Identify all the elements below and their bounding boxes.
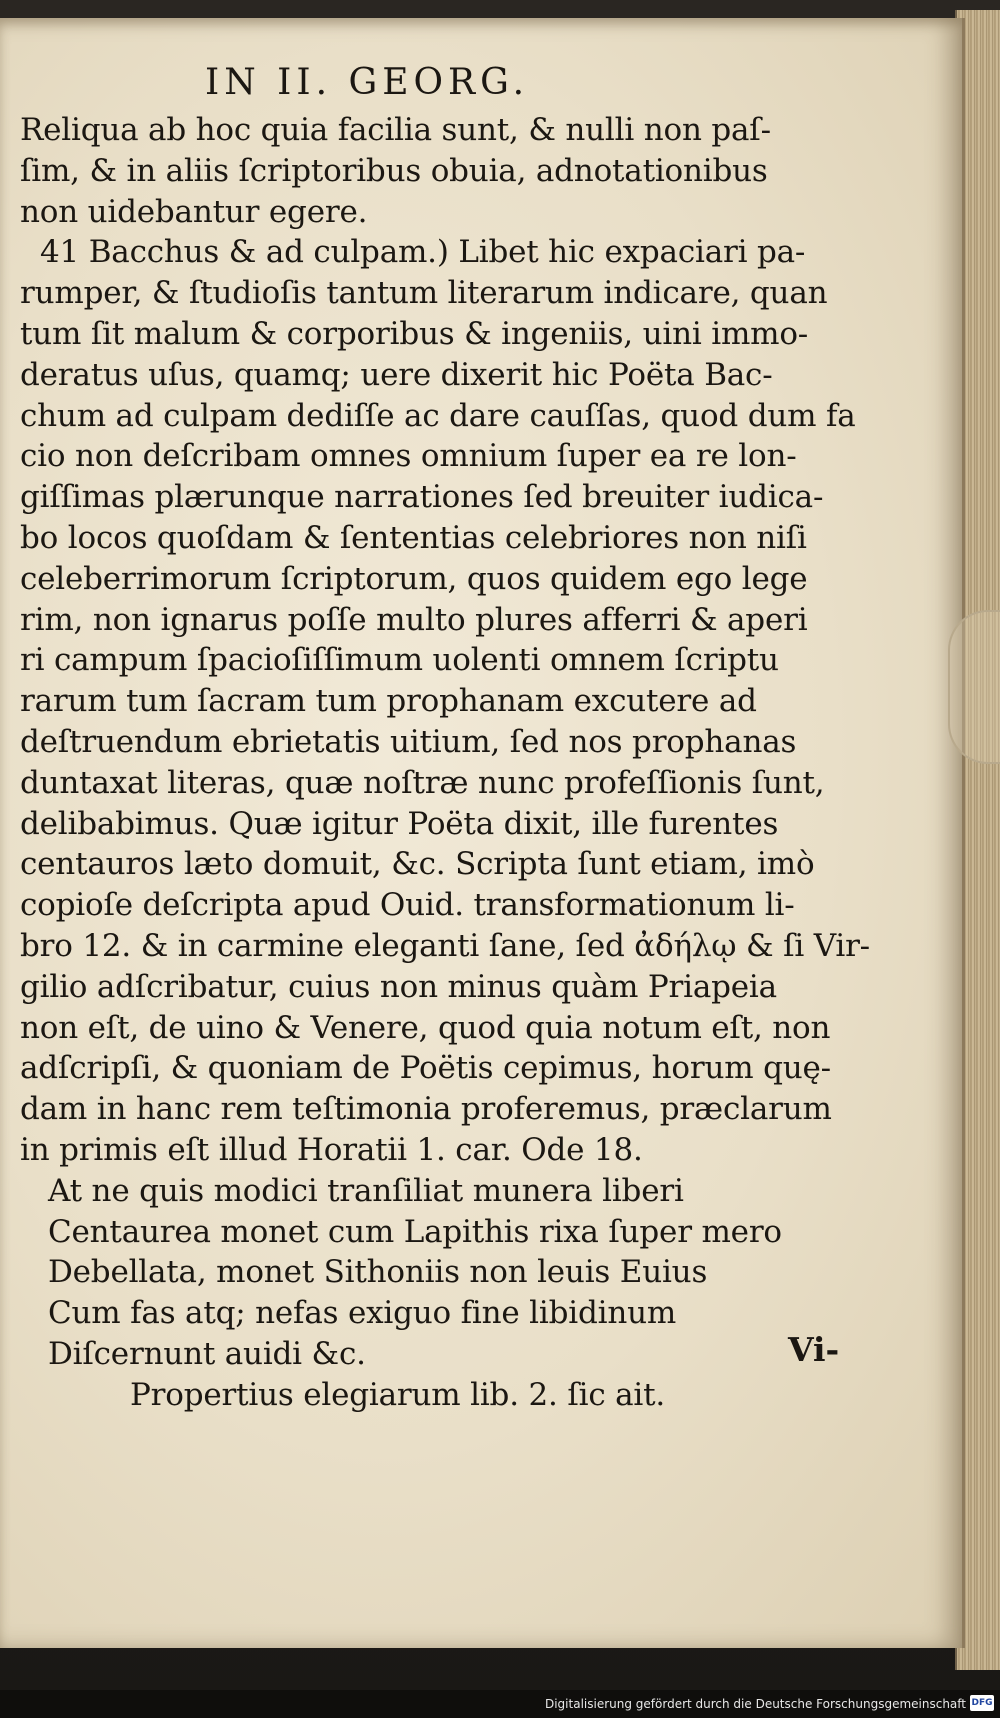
footer-credit: Digitalisierung gefördert durch die Deutsche Forschungsgemeinschaft — [544, 1697, 966, 1711]
text-line-14: ri campum ſpacioſiſſimum uolenti omnem ſcriptu — [20, 642, 779, 679]
text-line-22: gilio adſcribatur, cuius non minus quàm Priapeia — [20, 968, 777, 1005]
text-line-6: tum ſit malum & corporibus & ingeniis, uini immo- — [20, 315, 809, 352]
page-text — [20, 62, 870, 1416]
verse-line-5: Diſcernunt auidi &c. — [48, 1335, 366, 1372]
text-line-9: cio non deſcribam omnes omnium ſuper ea re lon- — [20, 438, 797, 475]
dfg-logo-icon: DFG — [970, 1695, 994, 1711]
text-line-21: bro 12. & in carmine eleganti ſane, ſed ἀδήλῳ & ſi Vir- — [20, 927, 870, 964]
text-line-3: non uidebantur egere. — [20, 193, 368, 230]
text-line-13: rim, non ignarus poſſe multo plures afferri & aperi — [20, 601, 808, 638]
text-line-10: giſſimas plærunque narrationes ſed breuiter iudica- — [20, 479, 824, 516]
text-line-17: duntaxat literas, quæ noſtræ nunc profeſſionis ſunt, — [20, 764, 825, 801]
catchword: Vi- — [788, 1330, 840, 1369]
text-line-25: dam in hanc rem teſtimonia proferemus, præclarum — [20, 1091, 832, 1128]
running-head: IN II. GEORG. — [205, 62, 530, 103]
verse-line-3: Debellata, monet Sithoniis non leuis Euius — [48, 1254, 708, 1291]
text-line-12: celeberrimorum ſcriptorum, quos quidem ego lege — [20, 560, 808, 597]
text-line-16: deſtruendum ebrietatis uitium, ſed nos prophanas — [20, 723, 797, 760]
text-line-2: ſim, & in aliis ſcriptoribus obuia, adnotationibus — [20, 152, 768, 189]
verse-intro-line: Propertius elegiarum lib. 2. ſic ait. — [130, 1376, 666, 1413]
text-line-7: deratus uſus, quamq; uere dixerit hic Poëta Bac- — [20, 356, 773, 393]
clasp-tab — [948, 610, 1000, 764]
text-line-5: rumper, & ſtudioſis tantum literarum indicare, quan — [20, 275, 828, 312]
text-line-11: bo locos quoſdam & ſententias celebriores non niſi — [20, 519, 807, 556]
text-line-8: chum ad culpam dediſſe ac dare cauſſas, quod dum fa — [20, 397, 856, 434]
verse-line-1: At ne quis modici tranſiliat munera liberi — [48, 1172, 684, 1209]
verse-line-4: Cum fas atq; nefas exiguo fine libidinum — [48, 1295, 677, 1332]
text-line-19: centauros læto domuit, &c. Scripta ſunt etiam, imò — [20, 846, 815, 883]
text-line-1: Reliqua ab hoc quia facilia sunt, & nulli non paſ- — [20, 112, 771, 148]
text-line-26: in primis eſt illud Horatii 1. car. Ode 18. — [20, 1131, 643, 1168]
text-line-23: non eſt, de uino & Venere, quod quia notum eſt, non — [20, 1009, 831, 1046]
text-line-24: adſcripſi, & quoniam de Poëtis cepimus, horum quę- — [20, 1050, 831, 1087]
text-line-4: 41 Bacchus & ad culpam.) Libet hic expaciari pa- — [40, 234, 806, 271]
text-line-15: rarum tum ſacram tum prophanam excutere ad — [20, 683, 757, 720]
text-line-18: delibabimus. Quæ igitur Poëta dixit, ille furentes — [20, 805, 779, 842]
text-line-20: copioſe deſcripta apud Ouid. transformationum li- — [20, 887, 795, 924]
verse-line-2: Centaurea monet cum Lapithis rixa ſuper mero — [48, 1213, 782, 1250]
